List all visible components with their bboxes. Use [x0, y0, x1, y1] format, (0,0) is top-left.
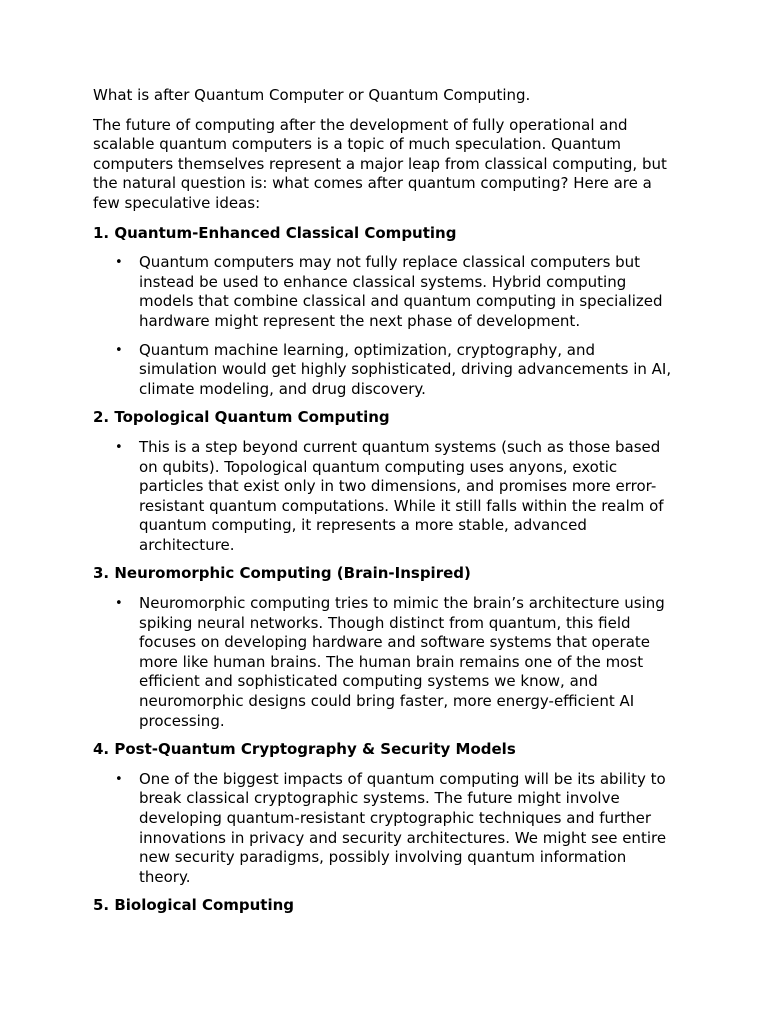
bullet-list — [93, 770, 676, 888]
list-item-text: One of the biggest impacts of quantum computing will be its ability to break classical cryptographic systems. The future might involve developing quantum-resistant cryptographic techniques and further innovations in privacy and security architectures. We might see entire new security paradigms, possibly involving quantum information theory. — [139, 769, 667, 886]
document-title: What is after Quantum Computer or Quantum Computing. — [93, 86, 531, 104]
bullet-icon: • — [115, 342, 123, 358]
bullet-icon: • — [115, 771, 123, 787]
bullet-icon: • — [115, 439, 123, 455]
section-heading: 5. Biological Computing — [93, 896, 295, 915]
bullet-icon: • — [115, 596, 123, 612]
section-4 — [93, 740, 676, 887]
list-item-text: Quantum machine learning, optimization, cryptography, and simulation would get highly sophisticated, driving advancements in AI, climate modeling, and drug discovery. — [139, 340, 672, 398]
list-item-text: Quantum computers may not fully replace classical computers but instead be used to enhance classical systems. Hybrid computing models that combine classical and quantum computing in specialized hardware might represent the next phase of development. — [139, 253, 663, 330]
bullet-list — [93, 438, 676, 556]
list-item — [115, 340, 676, 400]
section-1 — [93, 224, 676, 400]
section-heading: 4. Post-Quantum Cryptography & Security Models — [93, 740, 516, 759]
section-heading: 3. Neuromorphic Computing (Brain-Inspired) — [93, 564, 471, 583]
section-2 — [93, 408, 676, 555]
list-item — [115, 437, 676, 556]
list-item-text: Neuromorphic computing tries to mimic the brain’s architecture using spiking neural networks. Though distinct from quantum, this field focuses on developing hardware and software systems that operate more like human brains. The human brain remains one of the most efficient and sophisticated computing systems we know, and neuromorphic designs could bring faster, more energy-efficient AI processing. — [139, 594, 665, 730]
section-heading: 2. Topological Quantum Computing — [93, 408, 390, 427]
bullet-list — [93, 253, 676, 399]
intro-paragraph: The future of computing after the development of fully operational and scalable quantum computers is a topic of much speculation. Quantum computers themselves represent a major leap from classical computing, but the natural question is: what comes after quantum computing? Here are a few speculative ideas: — [93, 115, 667, 212]
bullet-list — [93, 594, 676, 731]
bullet-icon: • — [115, 255, 123, 271]
list-item — [115, 769, 676, 888]
list-item — [115, 594, 676, 731]
section-3 — [93, 564, 676, 731]
list-item-text: This is a step beyond current quantum systems (such as those based on qubits). Topological quantum computing uses anyons, exotic particles that exist only in two dimensions, and promises more error-resistant quantum computations. While it still falls within the realm of quantum computing, it represents a more stable, advanced architecture. — [139, 437, 664, 554]
section-heading: 1. Quantum-Enhanced Classical Computing — [93, 223, 457, 242]
section-5 — [93, 896, 676, 916]
list-item — [115, 253, 676, 331]
